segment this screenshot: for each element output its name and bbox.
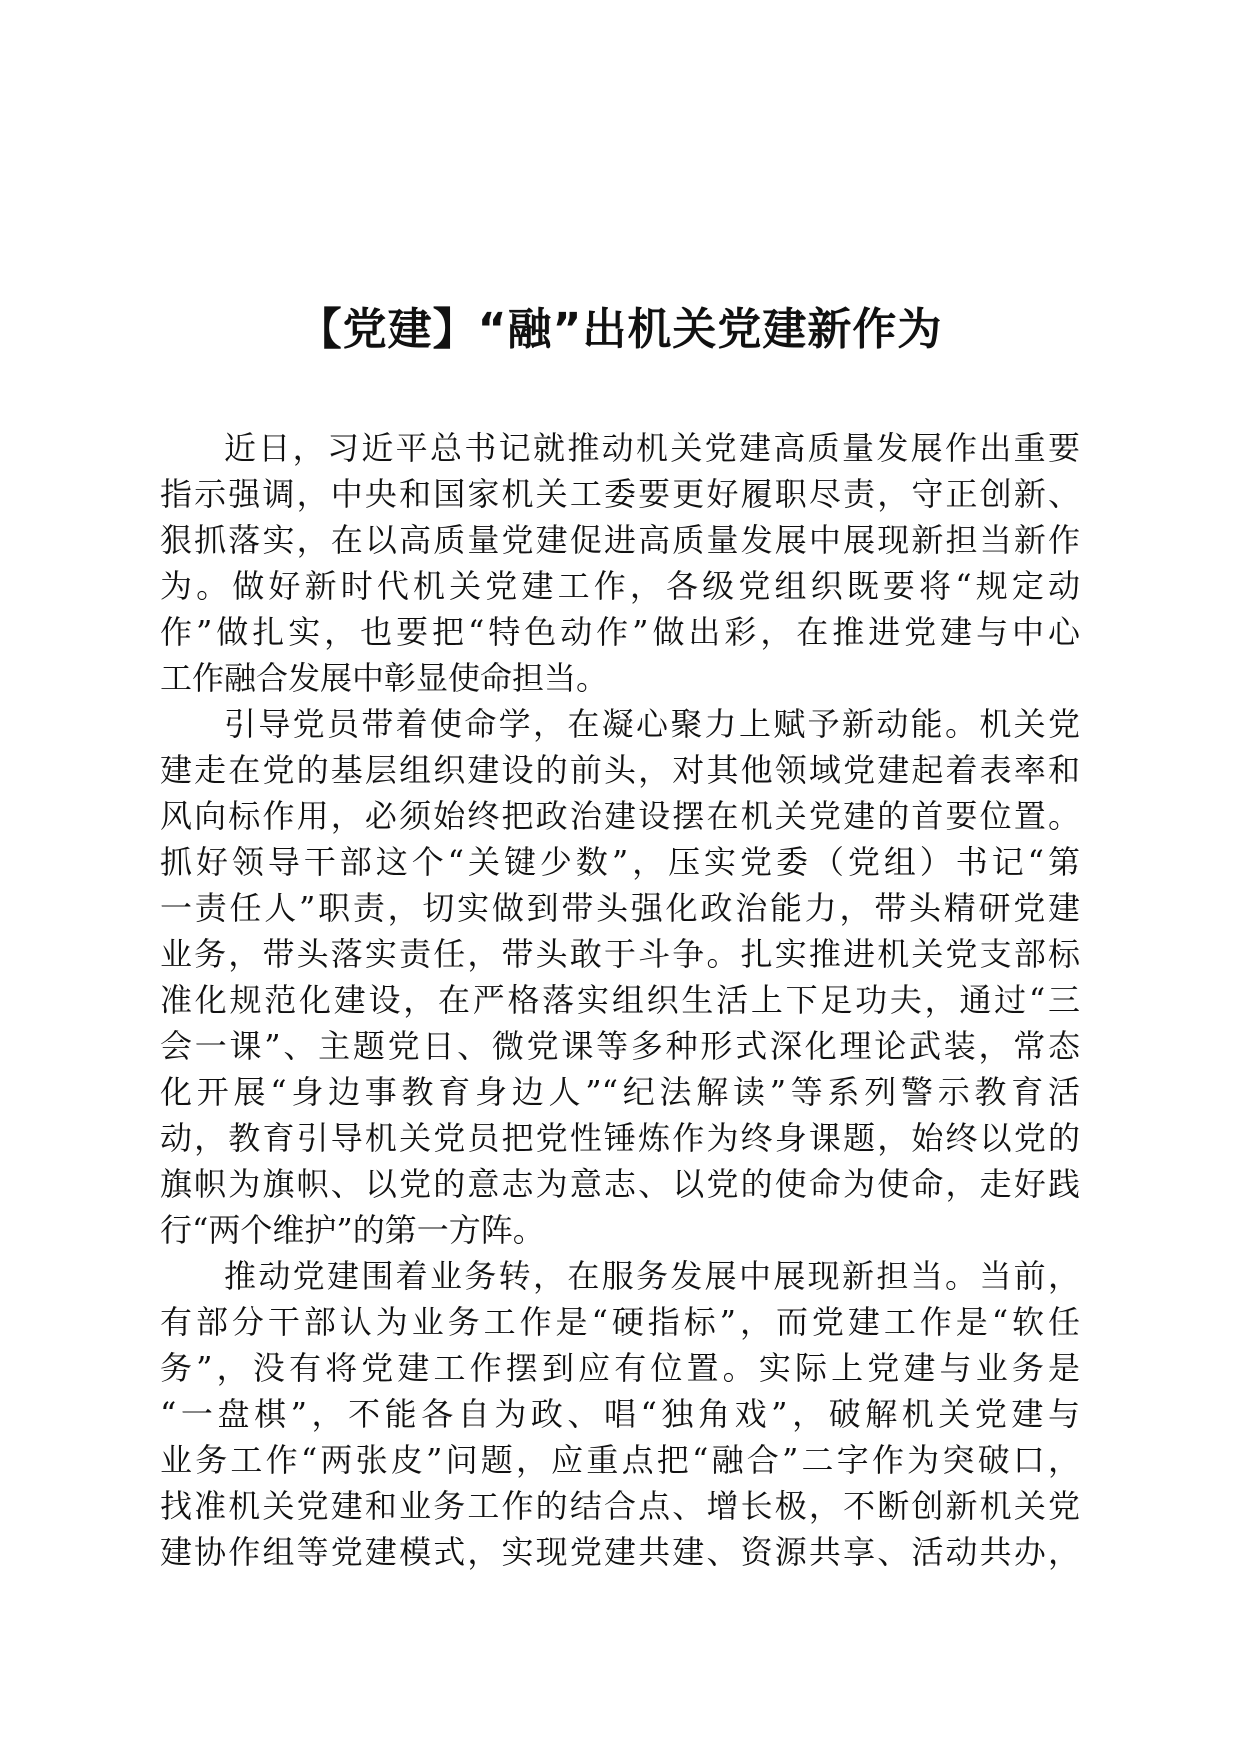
paragraph-line: 务”，没有将党建工作摆到应有位置。实际上党建与业务是 xyxy=(160,1349,1080,1387)
paragraph-line: 建协作组等党建模式，实现党建共建、资源共享、活动共办， xyxy=(160,1533,1080,1571)
paragraph-1 xyxy=(160,425,1080,701)
paragraph-line: 一责任人”职责，切实做到带头强化政治能力，带头精研党建 xyxy=(160,889,1080,927)
paragraph-line: 风向标作用，必须始终把政治建设摆在机关党建的首要位置。 xyxy=(160,797,1080,835)
paragraph-line: 为。做好新时代机关党建工作，各级党组织既要将“规定动 xyxy=(160,567,1080,605)
paragraph-line: 指示强调，中央和国家机关工委要更好履职尽责，守正创新、 xyxy=(160,475,1080,513)
paragraph-line: 推动党建围着业务转，在服务发展中展现新担当。当前， xyxy=(224,1257,1080,1295)
paragraph-line: 找准机关党建和业务工作的结合点、增长极，不断创新机关党 xyxy=(160,1487,1080,1525)
paragraph-line: 会一课”、主题党日、微党课等多种形式深化理论武装，常态 xyxy=(160,1027,1080,1065)
paragraph-line: 狠抓落实，在以高质量党建促进高质量发展中展现新担当新作 xyxy=(160,521,1080,559)
paragraph-line: 旗帜为旗帜、以党的意志为意志、以党的使命为使命，走好践 xyxy=(160,1165,1080,1203)
paragraph-line: 作”做扎实，也要把“特色动作”做出彩，在推进党建与中心 xyxy=(160,613,1080,651)
paragraph-line: 化开展“身边事教育身边人”“纪法解读”等系列警示教育活 xyxy=(160,1073,1080,1111)
paragraph-line: 业务，带头落实责任，带头敢于斗争。扎实推进机关党支部标 xyxy=(160,935,1080,973)
paragraph-line: 工作融合发展中彰显使命担当。 xyxy=(160,659,609,697)
document-title: 【党建】“融”出机关党建新作为 xyxy=(297,304,943,355)
article-body xyxy=(160,425,1080,1575)
paragraph-line: 引导党员带着使命学，在凝心聚力上赋予新动能。机关党 xyxy=(224,705,1080,743)
paragraph-line: “一盘棋”，不能各自为政、唱“独角戏”，破解机关党建与 xyxy=(160,1395,1080,1433)
paragraph-3 xyxy=(160,1253,1080,1575)
paragraph-line: 建走在党的基层组织建设的前头，对其他领域党建起着表率和 xyxy=(160,751,1080,789)
paragraph-line: 有部分干部认为业务工作是“硬指标”，而党建工作是“软任 xyxy=(160,1303,1080,1341)
paragraph-line: 抓好领导干部这个“关键少数”，压实党委（党组）书记“第 xyxy=(160,843,1080,881)
paragraph-line: 准化规范化建设，在严格落实组织生活上下足功夫，通过“三 xyxy=(160,981,1080,1019)
paragraph-line: 业务工作“两张皮”问题，应重点把“融合”二字作为突破口， xyxy=(160,1441,1080,1479)
paragraph-line: 动，教育引导机关党员把党性锤炼作为终身课题，始终以党的 xyxy=(160,1119,1080,1157)
paragraph-line: 行“两个维护”的第一方阵。 xyxy=(160,1211,545,1249)
paragraph-2 xyxy=(160,701,1080,1253)
paragraph-line: 近日，习近平总书记就推动机关党建高质量发展作出重要 xyxy=(224,429,1080,467)
